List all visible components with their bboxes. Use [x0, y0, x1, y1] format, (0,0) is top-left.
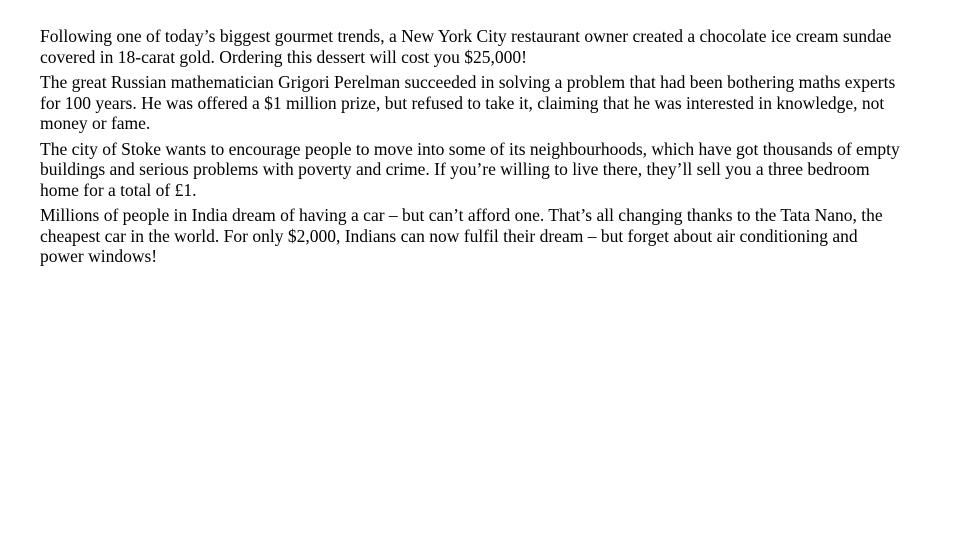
paragraph-gold-sundae: Following one of today’s biggest gourmet trends, a New York City restaurant owner created a chocolate ice cream sundae covered in 18-carat gold. Ordering this dessert will cost you $25,000! — [40, 26, 892, 67]
paragraph-tata-nano: Millions of people in India dream of having a car – but can’t afford one. That’s all changing thanks to the Tata Nano, the cheapest car in the world. For only $2,000, Indians can now fulfil their dream – but forget about air conditioning and power windows! — [40, 205, 883, 266]
paragraph-stoke-homes: The city of Stoke wants to encourage people to move into some of its neighbourhoods, which have got thousands of empty buildings and serious problems with poverty and crime. If you’re willing to live there, they’ll sell you a three bedroom home for a total of £1. — [40, 138, 900, 200]
document-page — [40, 26, 900, 272]
paragraph-perelman: The great Russian mathematician Grigori Perelman succeeded in solving a problem that had been bothering maths experts for 100 years. He was offered a $1 million prize, but refused to take it, claiming that he was interested in knowledge, not money or fame. — [40, 72, 896, 133]
